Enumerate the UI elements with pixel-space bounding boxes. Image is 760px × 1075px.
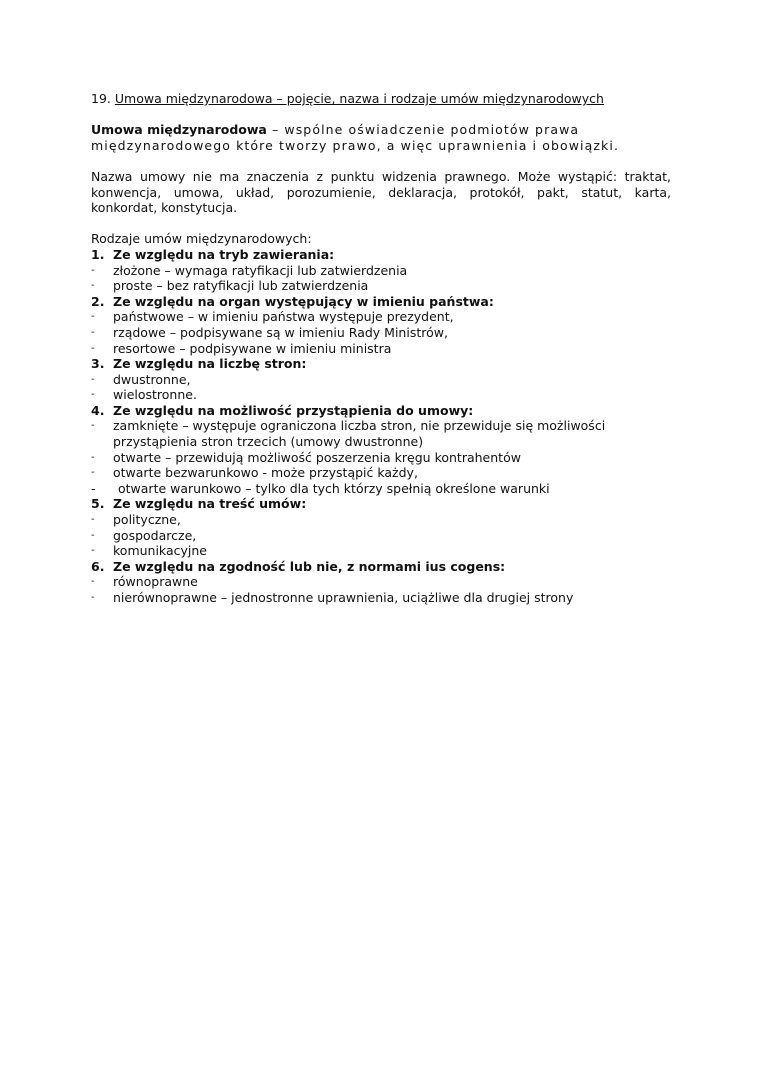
category-number: 1. (91, 246, 105, 262)
definition-term: Umowa międzynarodowa (91, 122, 267, 138)
category-number: 5. (91, 496, 105, 512)
list-item (91, 574, 671, 590)
list-item-text: otwarte bezwarunkowo - może przystąpić każdy, (113, 465, 418, 481)
dash-bullet: - (91, 311, 95, 323)
category-number: 4. (91, 402, 105, 418)
dash-bullet: - (91, 420, 95, 432)
category-number: 3. (91, 356, 105, 372)
dash-bullet: - (91, 326, 95, 338)
list-item (91, 372, 671, 388)
list-item (91, 465, 671, 481)
category-heading (91, 356, 671, 372)
category-title: Ze względu na zgodność lub nie, z normami ius cogens: (113, 558, 506, 574)
list-item (91, 263, 671, 279)
list-item-text: wielostronne. (113, 387, 197, 403)
list-item (91, 325, 671, 341)
dash-bullet: - (91, 529, 95, 541)
section-heading (91, 91, 671, 107)
dash-bullet: - (91, 280, 95, 292)
category-heading (91, 294, 671, 310)
document-content (91, 91, 671, 606)
list-item-text: otwarte warunkowo – tylko dla tych którzy spełnią określone warunki (118, 480, 550, 496)
list-item (91, 341, 671, 357)
list-item-text: państwowe – w imieniu państwa występuje prezydent, (113, 309, 454, 325)
dash-bullet: - (91, 373, 95, 385)
dash-bullet: - (91, 514, 95, 526)
list-item-text: dwustronne, (113, 371, 191, 387)
types-list (91, 247, 671, 606)
category-heading (91, 403, 671, 419)
list-item-text: równoprawne (113, 574, 198, 590)
category-title: Ze względu na liczbę stron: (113, 356, 307, 372)
list-item (91, 543, 671, 559)
list-item (91, 418, 671, 449)
definition-paragraph (91, 122, 671, 153)
dash-bullet: - (91, 576, 95, 588)
category-heading (91, 559, 671, 575)
types-intro: Rodzaje umów międzynarodowych: (91, 231, 312, 247)
category-heading (91, 496, 671, 512)
list-item-text: nierównoprawne – jednostronne uprawnienia, uciążliwe dla drugiej strony (113, 590, 574, 605)
list-item (91, 528, 671, 544)
dash-bullet: - (91, 467, 95, 479)
list-item (91, 309, 671, 325)
dash-bullet: - (91, 342, 95, 354)
spacer (91, 153, 671, 169)
category-title: Ze względu na tryb zawierania: (113, 246, 335, 262)
list-item-text: resortowe – podpisywane w imieniu ministra (113, 340, 392, 356)
category-number: 2. (91, 293, 105, 309)
category-number: 6. (91, 558, 105, 574)
list-item-text: zamknięte – występuje ograniczona liczba stron, nie przewiduje się możliwości przystąpienia stron trzecich (umowy dwustronne) (113, 418, 606, 450)
category-title: Ze względu na organ występujący w imieniu państwa: (113, 293, 494, 309)
section-title: Umowa międzynarodowa – pojęcie, nazwa i rodzaje umów międzynarodowych (114, 91, 604, 106)
list-item (91, 450, 671, 466)
category-title: Ze względu na treść umów: (113, 496, 307, 512)
list-item-text: komunikacyjne (113, 543, 207, 559)
list-item-text: proste – bez ratyfikacji lub zatwierdzenia (113, 278, 369, 294)
list-item-text: otwarte – przewidują możliwość poszerzenia kręgu kontrahentów (113, 449, 521, 465)
category-heading (91, 247, 671, 263)
dash-bullet: - (91, 451, 95, 463)
list-item (91, 387, 671, 403)
list-item (91, 512, 671, 528)
list-item (91, 481, 671, 497)
list-item-text: rządowe – podpisywane są w imieniu Rady Ministrów, (113, 324, 448, 340)
dash-bullet: - (91, 592, 95, 603)
list-item (91, 278, 671, 294)
names-paragraph: Nazwa umowy nie ma znaczenia z punktu widzenia prawnego. Może wystąpić: traktat, konwencja, umowa, układ, porozumienie, deklaracja, protokół, pakt, statut, karta, konkordat, konstytucja. (91, 168, 671, 216)
category-title: Ze względu na możliwość przystąpienia do umowy: (113, 402, 474, 418)
dash-bullet: - (91, 389, 95, 401)
dash-bullet: - (91, 480, 96, 496)
dash-bullet: - (91, 545, 95, 557)
list-item-text: złożone – wymaga ratyfikacji lub zatwierdzenia (113, 262, 408, 278)
list-item-text: gospodarcze, (113, 527, 197, 543)
dash-bullet: - (91, 264, 95, 276)
section-number: 19. (91, 91, 111, 106)
list-item-text: polityczne, (113, 512, 181, 528)
list-item (91, 590, 671, 606)
definition-text: – wspólne oświadczenie podmiotów prawa międzynarodowego które tworzy prawo, a więc uprawnienia i obowiązki. (91, 122, 620, 153)
spacer (91, 216, 671, 232)
spacer (91, 107, 671, 123)
